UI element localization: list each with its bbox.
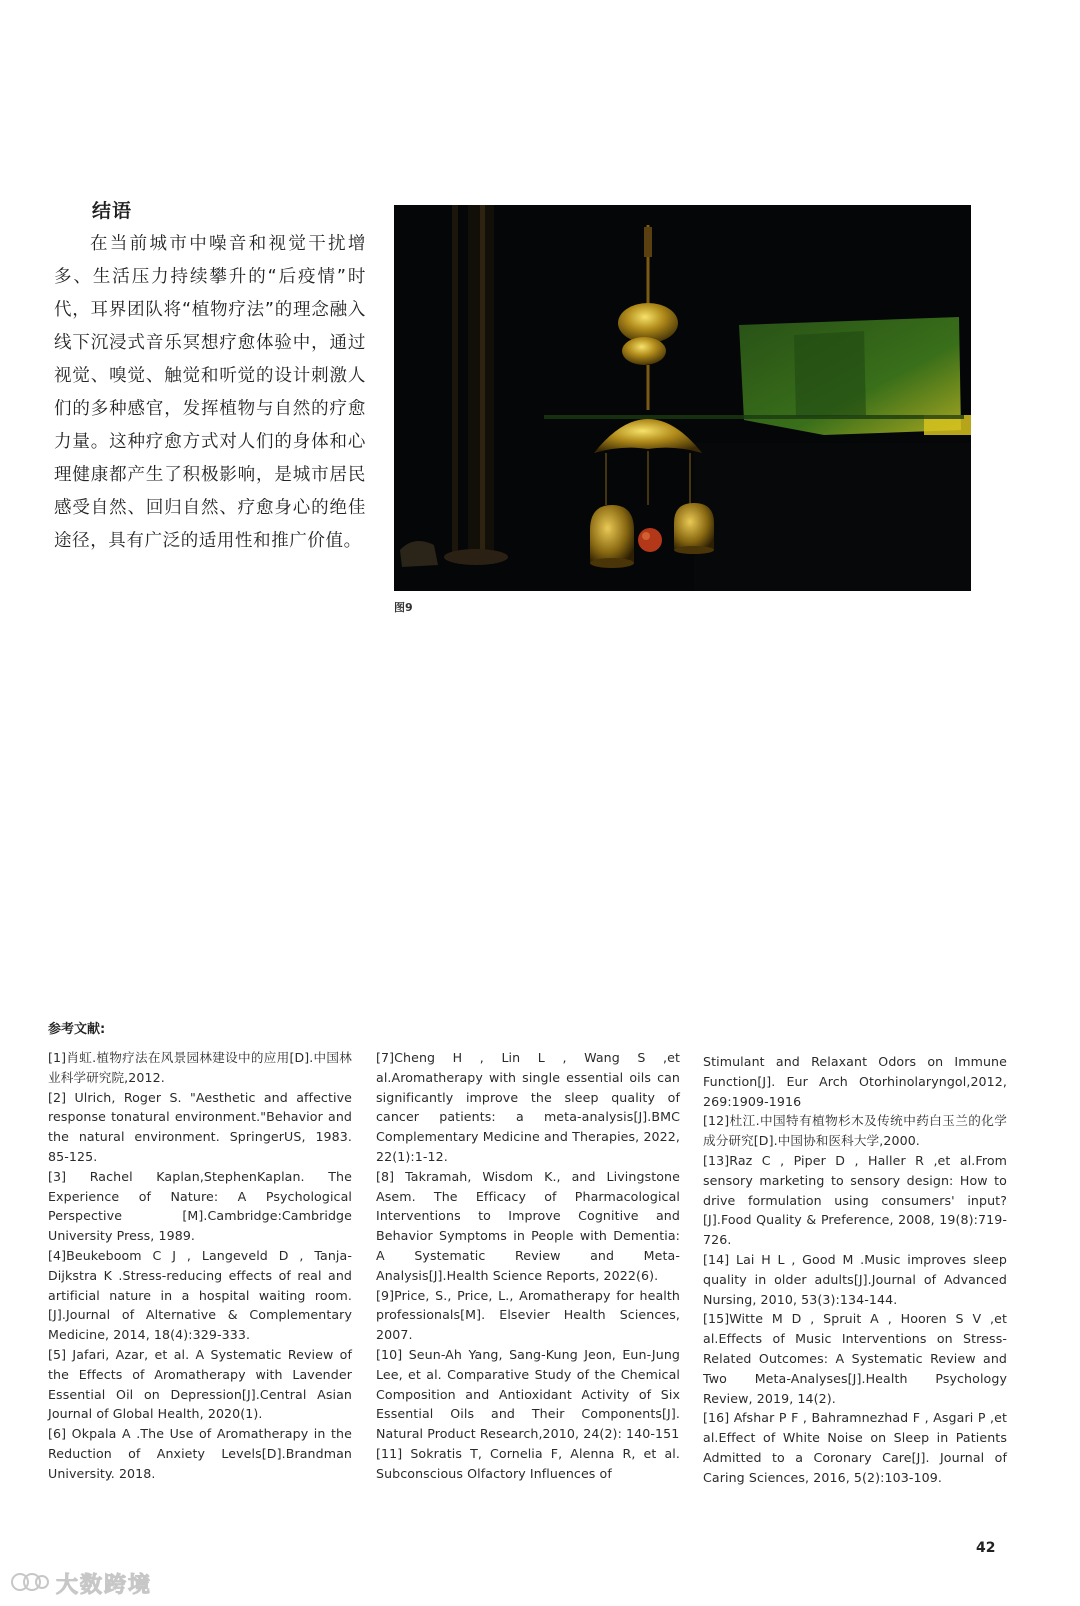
- conclusion-paragraph: 在当前城市中噪音和视觉干扰增多、生活压力持续攀升的“后疫情”时代，耳界团队将“植物疗法”的理念融入线下沉浸式音乐冥想疗愈体验中，通过视觉、嗅觉、触觉和听觉的设计刺激人们的多种感官，发挥植物与自然的疗愈力量。这种疗愈方式对人们的身体和心理健康都产生了积极影响，是城市居民感受自然、回归自然、疗愈身心的绝佳途径，具有广泛的适用性和推广价值。: [54, 234, 366, 551]
- references-column-1: [48, 1048, 352, 1484]
- wind-chime-photo: [394, 205, 971, 591]
- reference-item: [7]Cheng H , Lin L , Wang S ,et al.Aromatherapy with single essential oils can significantly improve the sleep quality of cancer patients: a meta-analysis[J].BMC Complementary Medicine and Therapies, 2022, 22(1):1-12.: [376, 1050, 680, 1164]
- reference-item: Stimulant and Relaxant Odors on Immune Function[J]. Eur Arch Otorhinolaryngol,2012, 269:1909-1916: [703, 1054, 1007, 1109]
- reference-item: [10] Seun-Ah Yang, Sang-Kung Jeon, Eun-Jung Lee, et al. Comparative Study of the Chemical Composition and Antioxidant Activity of Six Essential Oils and Their Components[J]. Natural Product Research,2010, 24(2): 140-151: [376, 1346, 680, 1442]
- reference-item: [6] Okpala A .The Use of Aromatherapy in the Reduction of Anxiety Levels[D].Brandman University. 2018.: [48, 1426, 352, 1481]
- reference-item: [5] Jafari, Azar, et al. A Systematic Review of the Effects of Aromatherapy with Lavender Essential Oil on Depression[J].Central Asian Journal of Global Health, 2020(1).: [48, 1346, 352, 1422]
- figure-caption: 图9: [394, 601, 413, 614]
- references-column-3: [703, 1052, 1007, 1488]
- watermark-text: 大数跨境: [56, 1573, 153, 1598]
- reference-item: [2] Ulrich, Roger S. "Aesthetic and affective response tonatural environment."Behavior and the natural environment. SpringerUS, 1983. 85-125.: [48, 1089, 352, 1164]
- watermark-logo-icon: [10, 1569, 50, 1599]
- reference-item: [1]肖虹.植物疗法在风景园林建设中的应用[D].中国林业科学研究院,2012.: [48, 1050, 352, 1085]
- section-title: 结语: [92, 200, 133, 222]
- page-number: 42: [976, 1540, 996, 1556]
- reference-item: [16] Afshar P F , Bahramnezhad F , Asgari P ,et al.Effect of White Noise on Sleep in Patients Admitted to a Coronary Care[J]. Journal of Caring Sciences, 2016, 5(2):103-109.: [703, 1410, 1007, 1485]
- reference-item: [12]杜江.中国特有植物杉木及传统中药白玉兰的化学成分研究[D].中国协和医科大学,2000.: [703, 1113, 1007, 1149]
- reference-item: [3] Rachel Kaplan,StephenKaplan. The Experience of Nature: A Psychological Perspective [M].Cambridge:Cambridge University Press, 1989.: [48, 1168, 352, 1244]
- references-heading: 参考文献:: [48, 1022, 106, 1037]
- reference-item: [11] Sokratis T, Cornelia F, Alenna R, et al. Subconscious Olfactory Influences of: [376, 1445, 680, 1481]
- reference-item: [4]Beukeboom C J , Langeveld D , Tanja-Dijkstra K .Stress-reducing effects of real and artificial nature in a hospital waiting room.[J].Journal of Alternative & Complementary Medicine, 2014, 18(4):329-333.: [48, 1247, 352, 1343]
- reference-item: [8] Takramah, Wisdom K., and Livingstone Asem. The Efficacy of Pharmacological Interventions to Improve Cognitive and Behavior Symptoms in People with Dementia: A Systematic Review and Meta-Analysis[J].Health Science Reports, 2022(6).: [376, 1168, 680, 1283]
- references-column-2: [376, 1048, 680, 1484]
- watermark: [10, 1568, 152, 1599]
- reference-item: [14] Lai H L , Good M .Music improves sleep quality in older adults[J].Journal of Advanced Nursing, 2010, 53(3):134-144.: [703, 1251, 1007, 1307]
- reference-item: [13]Raz C , Piper D , Haller R ,et al.From sensory marketing to sensory design: How to drive formulation using consumers' input?[J].Food Quality & Preference, 2008, 19(8):719-726.: [703, 1152, 1007, 1248]
- reference-item: [9]Price, S., Price, L., Aromatherapy for health professionals[M]. Elsevier Health Sciences, 2007.: [376, 1287, 680, 1343]
- reference-item: [15]Witte M D , Spruit A , Hooren S V ,et al.Effects of Music Interventions on Stress-Related Outcomes: A Systematic Review and Two Meta-Analyses[J].Health Psychology Review, 2019, 14(2).: [703, 1311, 1007, 1406]
